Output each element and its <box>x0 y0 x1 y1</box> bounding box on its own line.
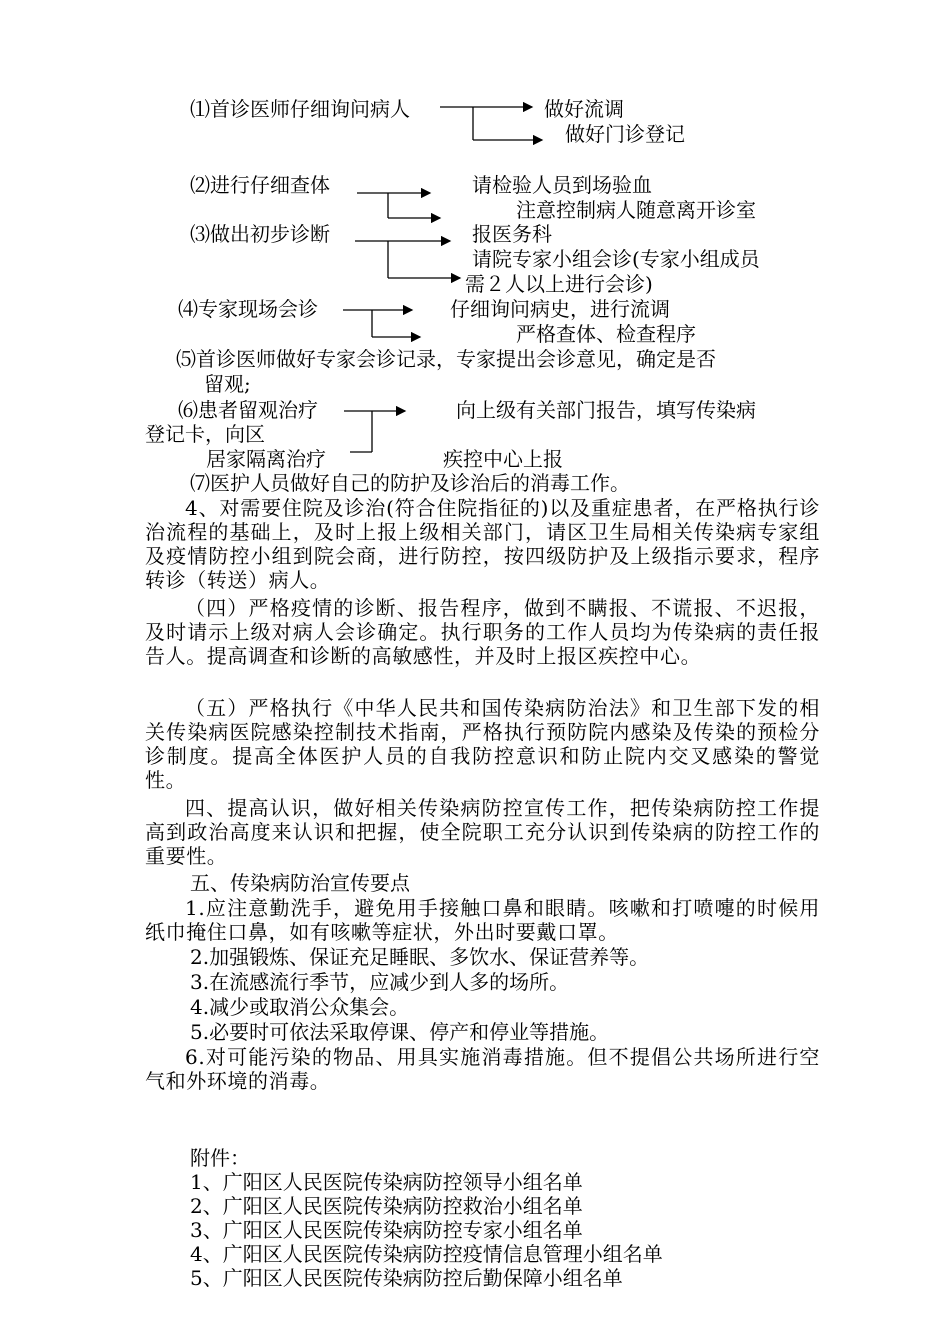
flow-step-2-outcome-a: 请检验人员到场验血 <box>472 173 652 197</box>
paragraph-item-4: 4、对需要住院及诊治(符合住院指征的)以及重症患者，在严格执行诊治流程的基础上，及时上报上级相关部门，请区卫生局相关传染病专家组及疫情防控小组到院会商，进行防控，按四级防护及上级指示要求，程序转诊（转送）病人。 <box>145 496 820 592</box>
attachment-item-2: 2、广阳区人民医院传染病防控救治小组名单 <box>190 1194 583 1218</box>
flow-step-3: ⑶做出初步诊断 <box>190 222 330 246</box>
paragraph-section-5: （五）严格执行《中华人民共和国传染病防治法》和卫生部下发的相关传染病医院感染控制技术指南，严格执行预防院内感染及传染的预检分诊制度。提高全体医护人员的自我防控意识和防止院内交叉感染的警觉性。 <box>145 696 820 792</box>
points-heading: 五、传染病防治宣传要点 <box>190 871 410 895</box>
flow-step-3-outcome-b-line2: 需２人以上进行会诊) <box>465 272 653 296</box>
point-item-2: 2.加强锻炼、保证充足睡眠、多饮水、保证营养等。 <box>190 945 650 969</box>
point-item-4: 4.减少或取消公众集会。 <box>190 995 410 1019</box>
flow-step-2-outcome-b: 注意控制病人随意离开诊室 <box>516 198 756 222</box>
flow-step-4-outcome-b: 严格查体、检查程序 <box>516 322 696 346</box>
point-item-1: 1.应注意勤洗手，避免用手接触口鼻和眼睛。咳嗽和打喷嚏的时候用纸巾掩住口鼻，如有咳嗽等症状，外出时要戴口罩。 <box>145 896 820 944</box>
flow-step-1-outcome-a: 做好流调 <box>544 97 624 121</box>
flow-step-5-cont: 留观; <box>204 372 251 396</box>
attachment-item-5: 5、广阳区人民医院传染病防控后勤保障小组名单 <box>190 1266 623 1290</box>
attachment-item-4: 4、广阳区人民医院传染病防控疫情信息管理小组名单 <box>190 1242 663 1266</box>
flow-step-7: ⑺医护人员做好自己的防护及诊治后的消毒工作。 <box>190 471 630 495</box>
flow-step-3-outcome-a: 报医务科 <box>472 222 552 246</box>
flow-step-6-outcome-c: 疾控中心上报 <box>443 447 563 471</box>
point-item-5: 5.必要时可依法采取停课、停产和停业等措施。 <box>190 1020 610 1044</box>
flow-step-6-outcome-a: 向上级有关部门报告，填写传染病 <box>456 398 756 422</box>
paragraph-section-4: （四）严格疫情的诊断、报告程序，做到不瞒报、不谎报、不迟报，及时请示上级对病人会诊确定。执行职务的工作人员均为传染病的责任报告人。提高调查和诊断的高敏感性，并及时上报区疾控中心。 <box>145 596 820 668</box>
flow-step-5: ⑸首诊医师做好专家会诊记录，专家提出会诊意见，确定是否 <box>176 347 716 371</box>
flow-step-2: ⑵进行仔细查体 <box>190 173 330 197</box>
attachments-title: 附件： <box>190 1146 250 1170</box>
flow-step-4: ⑷专家现场会诊 <box>178 297 318 321</box>
flow-step-6-outcome-a-cont: 登记卡，向区 <box>145 422 265 446</box>
flow-step-1-outcome-b: 做好门诊登记 <box>565 122 685 146</box>
point-item-3: 3.在流感流行季节，应减少到人多的场所。 <box>190 970 570 994</box>
flow-step-1: ⑴首诊医师仔细询问病人 <box>190 97 410 121</box>
flow-step-3-outcome-b-line1: 请院专家小组会诊(专家小组成员 <box>472 247 760 271</box>
attachment-item-1: 1、广阳区人民医院传染病防控领导小组名单 <box>190 1170 583 1194</box>
attachment-item-3: 3、广阳区人民医院传染病防控专家小组名单 <box>190 1218 583 1242</box>
flow-step-6-outcome-b: 居家隔离治疗 <box>206 447 326 471</box>
flow-step-4-outcome-a: 仔细询问病史，进行流调 <box>450 297 670 321</box>
paragraph-raise-awareness: 四、提高认识，做好相关传染病防控宣传工作，把传染病防控工作提高到政治高度来认识和把握，使全院职工充分认识到传染病的防控工作的重要性。 <box>145 796 820 868</box>
point-item-6: 6.对可能污染的物品、用具实施消毒措施。但不提倡公共场所进行空气和外环境的消毒。 <box>145 1045 820 1093</box>
flow-step-6: ⑹患者留观治疗 <box>178 398 318 422</box>
